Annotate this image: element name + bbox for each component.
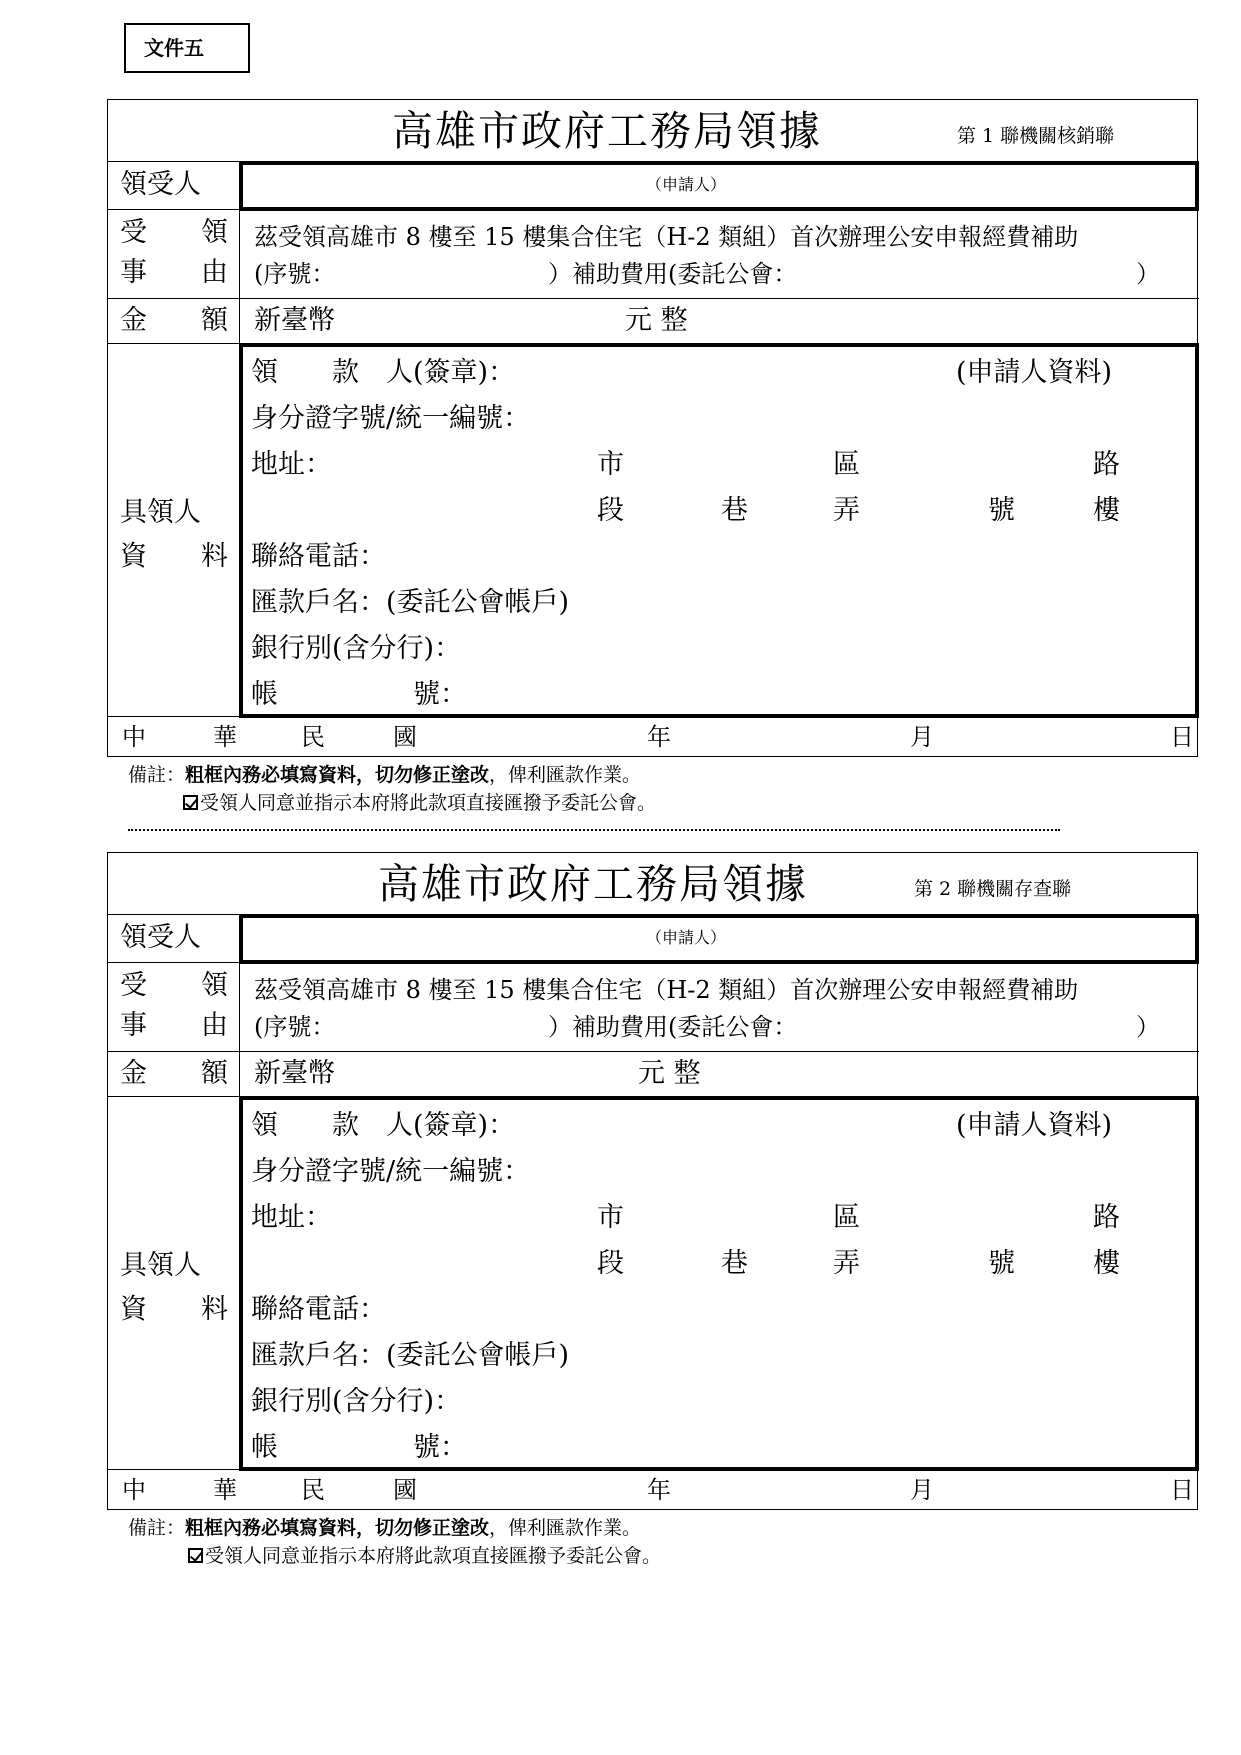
date-month: 月 xyxy=(910,1476,934,1504)
date-zhong: 中 xyxy=(122,723,146,751)
currency-label: 新臺幣 xyxy=(254,305,335,336)
reason-text: 茲受領高雄市 8 樓至 15 樓集合住宅（H-2 類組）首次辦理公安申報經費補助 xyxy=(254,223,1079,251)
address-section: 段 xyxy=(597,495,624,526)
phone-field[interactable]: 聯絡電話： xyxy=(251,1294,386,1325)
consent-text: 受領人同意並指示本府將此款項直接匯撥予委託公會。 xyxy=(205,1545,662,1567)
subsidy-association-label: ）補助費用(委託公會： xyxy=(548,260,798,288)
remark-bold: 粗框內務必填寫資料，切勿修正塗改 xyxy=(185,764,490,786)
applicant-hint: （申請人） xyxy=(646,175,727,194)
copy-label: 第 1 聯機關核銷聯 xyxy=(957,125,1115,147)
date-year: 年 xyxy=(647,1476,671,1504)
consent-line xyxy=(188,1542,661,1570)
account-number-field[interactable]: 帳 號： xyxy=(251,679,467,710)
consent-text: 受領人同意並指示本府將此款項直接匯撥予委託公會。 xyxy=(200,792,657,814)
date-year: 年 xyxy=(647,723,671,751)
date-guo: 國 xyxy=(393,1476,417,1504)
remark-bold: 粗框內務必填寫資料，切勿修正塗改 xyxy=(185,1517,490,1539)
address-section: 段 xyxy=(597,1248,624,1279)
bank-field[interactable]: 銀行別(含分行)： xyxy=(251,633,462,664)
claimant-label-line2: 資 料 xyxy=(120,541,228,572)
receipt-frame xyxy=(107,852,1198,1510)
address-road: 路 xyxy=(1093,449,1120,480)
address-alley: 弄 xyxy=(833,495,860,526)
address-field[interactable]: 地址： xyxy=(251,449,332,480)
document-label: 文件五 xyxy=(124,23,250,73)
reason-label-line1: 受 領 xyxy=(120,970,228,1001)
address-city: 市 xyxy=(597,449,624,480)
closing-paren: ） xyxy=(1136,1013,1160,1041)
account-name-field[interactable]: 匯款戶名：(委託公會帳戶) xyxy=(251,1340,570,1371)
address-number: 號 xyxy=(988,495,1015,526)
date-hua: 華 xyxy=(213,1476,237,1504)
account-number-field[interactable]: 帳 號： xyxy=(251,1432,467,1463)
receipt-title: 高雄市政府工務局領據 xyxy=(378,860,808,908)
subsidy-association-label: ）補助費用(委託公會： xyxy=(548,1013,798,1041)
date-day: 日 xyxy=(1170,723,1194,751)
receipt-copy-2 xyxy=(107,852,1198,1567)
reason-label-line1: 受 領 xyxy=(120,217,228,248)
currency-label: 新臺幣 xyxy=(254,1058,335,1089)
phone-field[interactable]: 聯絡電話： xyxy=(251,541,386,572)
id-number-field[interactable]: 身分證字號/統一編號： xyxy=(251,1156,531,1187)
address-city: 市 xyxy=(597,1202,624,1233)
address-floor: 樓 xyxy=(1093,495,1120,526)
address-lane: 巷 xyxy=(721,1248,748,1279)
payee-signature-field[interactable]: 領 款 人(簽章)： xyxy=(251,357,516,388)
applicant-info-label: (申請人資料) xyxy=(956,1110,1113,1141)
remark xyxy=(128,1514,641,1542)
checked-box-icon[interactable] xyxy=(188,1548,203,1563)
account-name-field[interactable]: 匯款戶名：(委託公會帳戶) xyxy=(251,587,570,618)
date-month: 月 xyxy=(910,723,934,751)
address-road: 路 xyxy=(1093,1202,1120,1233)
row-divider xyxy=(108,1051,1199,1052)
date-hua: 華 xyxy=(213,723,237,751)
reason-label-line2: 事 由 xyxy=(120,257,228,288)
date-zhong: 中 xyxy=(122,1476,146,1504)
serial-label: (序號： xyxy=(254,1013,336,1041)
claimant-label-line1: 具領人 xyxy=(120,497,201,528)
applicant-info-label: (申請人資料) xyxy=(956,357,1113,388)
remark-rest: ，俾利匯款作業。 xyxy=(489,1517,642,1539)
bank-field[interactable]: 銀行別(含分行)： xyxy=(251,1386,462,1417)
address-field[interactable]: 地址： xyxy=(251,1202,332,1233)
receipt-copy-1 xyxy=(107,99,1198,814)
amount-label: 金 額 xyxy=(120,305,228,336)
remark-prefix: 備註： xyxy=(128,764,186,786)
remark xyxy=(128,761,641,789)
claimant-label-line1: 具領人 xyxy=(120,1250,201,1281)
row-divider xyxy=(108,298,1199,299)
address-district: 區 xyxy=(833,1202,860,1233)
consent-line xyxy=(183,789,656,817)
cut-line xyxy=(128,829,1060,831)
address-district: 區 xyxy=(833,449,860,480)
date-min: 民 xyxy=(301,723,325,751)
checked-box-icon[interactable] xyxy=(183,795,198,810)
remark-rest: ，俾利匯款作業。 xyxy=(489,764,642,786)
recipient-label: 領受人 xyxy=(120,169,201,200)
amount-unit: 元 整 xyxy=(625,305,688,336)
reason-label-line2: 事 由 xyxy=(120,1010,228,1041)
payee-signature-field[interactable]: 領 款 人(簽章)： xyxy=(251,1110,516,1141)
address-lane: 巷 xyxy=(721,495,748,526)
address-number: 號 xyxy=(988,1248,1015,1279)
remark-prefix: 備註： xyxy=(128,1517,186,1539)
amount-label: 金 額 xyxy=(120,1058,228,1089)
reason-text: 茲受領高雄市 8 樓至 15 樓集合住宅（H-2 類組）首次辦理公安申報經費補助 xyxy=(254,976,1079,1004)
closing-paren: ） xyxy=(1136,260,1160,288)
applicant-hint: （申請人） xyxy=(646,928,727,947)
receipt-frame xyxy=(107,99,1198,757)
amount-unit: 元 整 xyxy=(638,1058,701,1089)
date-guo: 國 xyxy=(393,723,417,751)
date-min: 民 xyxy=(301,1476,325,1504)
recipient-label: 領受人 xyxy=(120,922,201,953)
id-number-field[interactable]: 身分證字號/統一編號： xyxy=(251,403,531,434)
receipt-title: 高雄市政府工務局領據 xyxy=(392,107,822,155)
address-alley: 弄 xyxy=(833,1248,860,1279)
copy-label: 第 2 聯機關存查聯 xyxy=(914,878,1072,900)
address-floor: 樓 xyxy=(1093,1248,1120,1279)
serial-label: (序號： xyxy=(254,260,336,288)
claimant-label-line2: 資 料 xyxy=(120,1294,228,1325)
date-day: 日 xyxy=(1170,1476,1194,1504)
